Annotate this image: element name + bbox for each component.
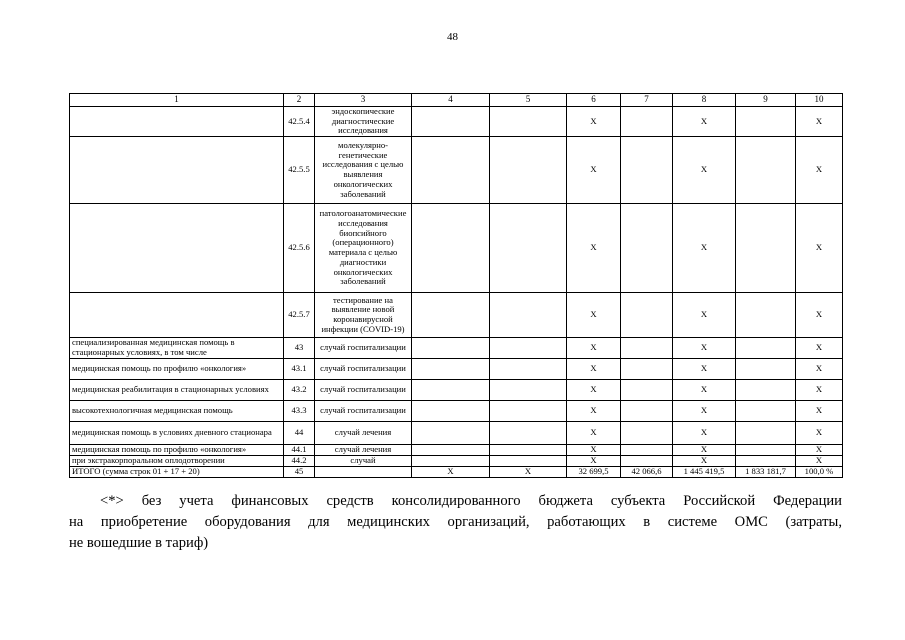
table-cell: X: [490, 467, 567, 478]
table-cell: X: [673, 401, 736, 422]
row-label: ИТОГО (сумма строк 01 + 17 + 20): [70, 467, 284, 478]
table-cell: [621, 380, 673, 401]
row-label: [70, 204, 284, 293]
row-code: 44: [284, 422, 315, 445]
table-cell: X: [567, 445, 621, 456]
table-row: [70, 359, 843, 380]
table-cell: [412, 422, 490, 445]
table-row: [70, 456, 843, 467]
table-cell: [736, 293, 796, 338]
table-row: [70, 401, 843, 422]
page-number: 48: [447, 31, 458, 43]
table-header-row: [70, 94, 843, 107]
table-cell: X: [567, 401, 621, 422]
table-cell: [621, 456, 673, 467]
table-cell: X: [796, 445, 843, 456]
row-code: 43.2: [284, 380, 315, 401]
table-cell: [621, 422, 673, 445]
table-cell: [736, 338, 796, 359]
table-cell: [490, 359, 567, 380]
table-row: [70, 422, 843, 445]
table-row: [70, 445, 843, 456]
table-cell: 42 066,6: [621, 467, 673, 478]
table-cell: X: [567, 338, 621, 359]
table-cell: [621, 293, 673, 338]
table-cell: [621, 107, 673, 137]
row-label: специализированная медицинская помощь в стационарных условиях, в том числе: [70, 338, 284, 359]
table-cell: [412, 456, 490, 467]
table-cell: [412, 293, 490, 338]
column-header: 3: [315, 94, 412, 107]
table-cell: X: [673, 422, 736, 445]
table-cell: [490, 422, 567, 445]
table-cell: [412, 445, 490, 456]
table-cell: X: [673, 338, 736, 359]
table-row: [70, 107, 843, 137]
table-cell: X: [567, 204, 621, 293]
table-row: [70, 338, 843, 359]
table-cell: X: [567, 107, 621, 137]
table-cell: [412, 338, 490, 359]
unit-cell: случай госпитализации: [315, 380, 412, 401]
row-label: медицинская помощь в условиях дневного стационара: [70, 422, 284, 445]
table-cell: X: [796, 359, 843, 380]
table-cell: [412, 107, 490, 137]
row-label: [70, 107, 284, 137]
column-header: 1: [70, 94, 284, 107]
unit-cell: тестирование на выявление новой коронавирусной инфекции (COVID-19): [315, 293, 412, 338]
unit-cell: случай госпитализации: [315, 359, 412, 380]
table-row: [70, 380, 843, 401]
table-cell: [490, 445, 567, 456]
table-cell: [490, 401, 567, 422]
table-cell: [490, 380, 567, 401]
table-cell: X: [796, 293, 843, 338]
column-header: 8: [673, 94, 736, 107]
row-code: 43: [284, 338, 315, 359]
unit-cell: эндоскопические диагностические исследования: [315, 107, 412, 137]
row-code: 42.5.5: [284, 137, 315, 204]
row-label: при экстракорпоральном оплодотворении: [70, 456, 284, 467]
table-cell: [736, 401, 796, 422]
table-cell: X: [796, 204, 843, 293]
table-cell: X: [796, 456, 843, 467]
unit-cell: случай госпитализации: [315, 401, 412, 422]
table-cell: X: [796, 107, 843, 137]
table-cell: [621, 338, 673, 359]
table-cell: [412, 137, 490, 204]
row-code: 42.5.7: [284, 293, 315, 338]
table-cell: X: [796, 380, 843, 401]
footnote-line: на приобретение оборудования для медицинских организаций, работающих в системе ОМС (затраты,: [69, 514, 842, 530]
row-label: медицинская помощь по профилю «онкология»: [70, 445, 284, 456]
table-cell: [621, 359, 673, 380]
table-cell: [490, 293, 567, 338]
table-cell: 100,0 %: [796, 467, 843, 478]
table-cell: 1 445 419,5: [673, 467, 736, 478]
table-row: [70, 137, 843, 204]
table-cell: [736, 456, 796, 467]
table-cell: X: [412, 467, 490, 478]
table-cell: X: [567, 380, 621, 401]
table-cell: X: [673, 107, 736, 137]
row-label: [70, 137, 284, 204]
table-row: [70, 293, 843, 338]
financing-table: [69, 93, 843, 478]
unit-cell: случай госпитализации: [315, 338, 412, 359]
column-header: 2: [284, 94, 315, 107]
table-cell: [490, 204, 567, 293]
column-header: 9: [736, 94, 796, 107]
row-code: 45: [284, 467, 315, 478]
table-cell: X: [673, 293, 736, 338]
row-code: 42.5.6: [284, 204, 315, 293]
table-cell: X: [567, 456, 621, 467]
table-cell: X: [796, 338, 843, 359]
table-cell: [412, 359, 490, 380]
row-label: медицинская реабилитация в стационарных условиях: [70, 380, 284, 401]
footnote-line: не вошедшие в тариф): [69, 535, 209, 551]
column-header: 4: [412, 94, 490, 107]
row-code: 44.1: [284, 445, 315, 456]
row-label: медицинская помощь по профилю «онкология»: [70, 359, 284, 380]
column-header: 5: [490, 94, 567, 107]
table-cell: X: [567, 359, 621, 380]
column-header: 6: [567, 94, 621, 107]
footnote-line: <*> без учета финансовых средств консолидированного бюджета субъекта Российской Федерации: [100, 493, 842, 509]
row-code: 43.1: [284, 359, 315, 380]
row-code: 44.2: [284, 456, 315, 467]
table-cell: [736, 445, 796, 456]
table-cell: [736, 380, 796, 401]
footnote: [69, 491, 842, 554]
table-cell: X: [673, 380, 736, 401]
column-header: 7: [621, 94, 673, 107]
row-label: высокотехнологичная медицинская помощь: [70, 401, 284, 422]
table-cell: [621, 445, 673, 456]
table-cell: [412, 380, 490, 401]
table-cell: [490, 107, 567, 137]
table-cell: [621, 204, 673, 293]
table-cell: X: [673, 445, 736, 456]
table-cell: [736, 137, 796, 204]
table-cell: [490, 338, 567, 359]
table-cell: X: [673, 456, 736, 467]
table-cell: X: [673, 204, 736, 293]
table-cell: [621, 401, 673, 422]
table-cell: [736, 204, 796, 293]
unit-cell: случай лечения: [315, 445, 412, 456]
table-cell: X: [796, 422, 843, 445]
unit-cell: случай лечения: [315, 422, 412, 445]
table-cell: [621, 137, 673, 204]
table-cell: X: [567, 422, 621, 445]
table-cell: [490, 456, 567, 467]
table-cell: 1 833 181,7: [736, 467, 796, 478]
table-cell: 32 699,5: [567, 467, 621, 478]
table-cell: [736, 422, 796, 445]
table-cell: [412, 401, 490, 422]
column-header: 10: [796, 94, 843, 107]
row-label: [70, 293, 284, 338]
table-cell: [412, 204, 490, 293]
unit-cell: [315, 467, 412, 478]
table-cell: X: [567, 293, 621, 338]
unit-cell: случай: [315, 456, 412, 467]
table-cell: [490, 137, 567, 204]
table-cell: X: [673, 359, 736, 380]
unit-cell: патологоанатомические исследования биопсийного (операционного) материала с целью диагностики онкологических заболеваний: [315, 204, 412, 293]
row-code: 42.5.4: [284, 107, 315, 137]
table-row: [70, 204, 843, 293]
table-cell: [736, 359, 796, 380]
row-code: 43.3: [284, 401, 315, 422]
table-cell: X: [796, 137, 843, 204]
table-cell: X: [567, 137, 621, 204]
table-cell: X: [796, 401, 843, 422]
table-cell: X: [673, 137, 736, 204]
table-cell: [736, 107, 796, 137]
unit-cell: молекулярно-генетические исследования с целью выявления онкологических заболеваний: [315, 137, 412, 204]
table-row-total: [70, 467, 843, 478]
